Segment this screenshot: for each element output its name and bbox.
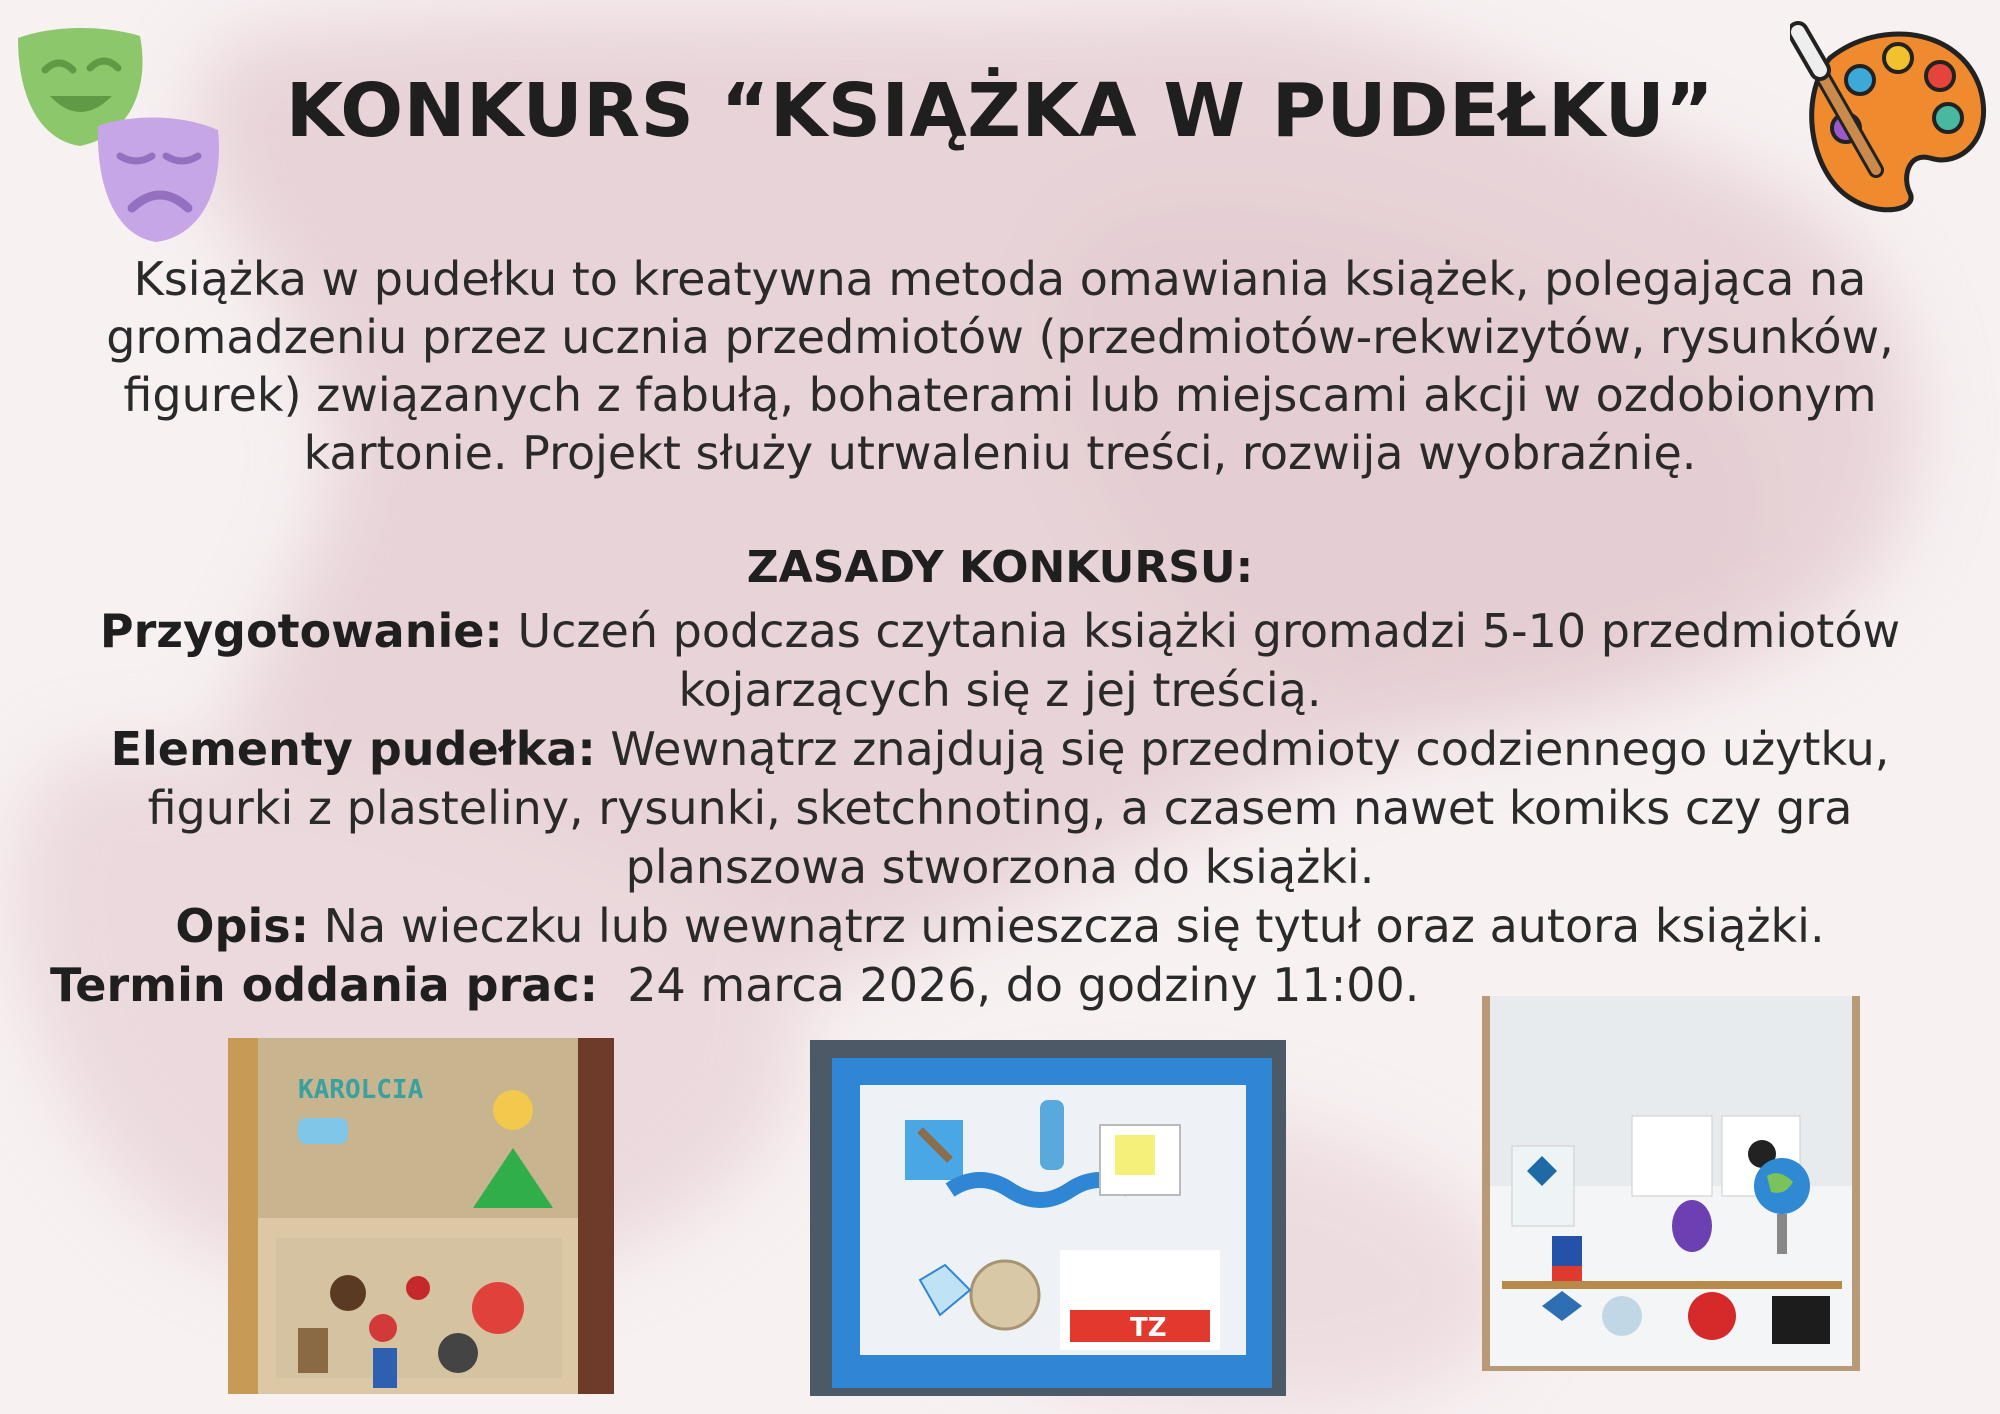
newspaper-title: TZ <box>1130 1313 1167 1343</box>
rule-description <box>40 897 1960 956</box>
rule-preparation <box>40 602 1960 720</box>
rule-elements-text: Wewnątrz znajdują się przedmioty codziennego użytku, figurki z plasteliny, rysunki, sketchnoting, a czasem nawet komiks czy gra planszowa stworzona do książki. <box>147 722 1890 894</box>
rule-elements <box>40 720 1960 897</box>
rules-heading: ZASADY KONKURSU: <box>746 542 1254 593</box>
rule-description-label: Opis: <box>175 899 309 953</box>
intro-paragraph: Książka w pudełku to kreatywna metoda omawiania książek, polegająca na gromadzeniu przez ucznia przedmiotów (przedmiotów-rekwizytów, rysunków, figurek) związanych z fabułą, bohaterami lub miejscami akcji w ozdobionym kartonie. Projekt służy utrwaleniu treści, rozwija wyobraźnię. <box>106 252 1894 480</box>
photo-box-karolcia <box>228 1038 614 1394</box>
rule-elements-label: Elementy pudełka: <box>110 722 596 776</box>
box-lid-label: KAROLCIA <box>298 1075 424 1105</box>
photo-box-white <box>1482 996 1860 1371</box>
rule-preparation-text: Uczeń podczas czytania książki gromadzi 5-10 przedmiotów kojarzących się z jej treścią. <box>517 604 1901 717</box>
deadline <box>50 956 1550 1015</box>
page-title: KONKURS “KSIĄŻKA W PUDEŁKU” <box>285 68 1715 154</box>
photo-box-blue <box>810 1040 1286 1396</box>
rule-preparation-label: Przygotowanie: <box>99 604 503 658</box>
rule-description-text: Na wieczku lub wewnątrz umieszcza się tytuł oraz autora książki. <box>323 899 1825 953</box>
deadline-text: 24 marca 2026, do godziny 11:00. <box>627 958 1420 1012</box>
deadline-label: Termin oddania prac: <box>50 958 599 1012</box>
